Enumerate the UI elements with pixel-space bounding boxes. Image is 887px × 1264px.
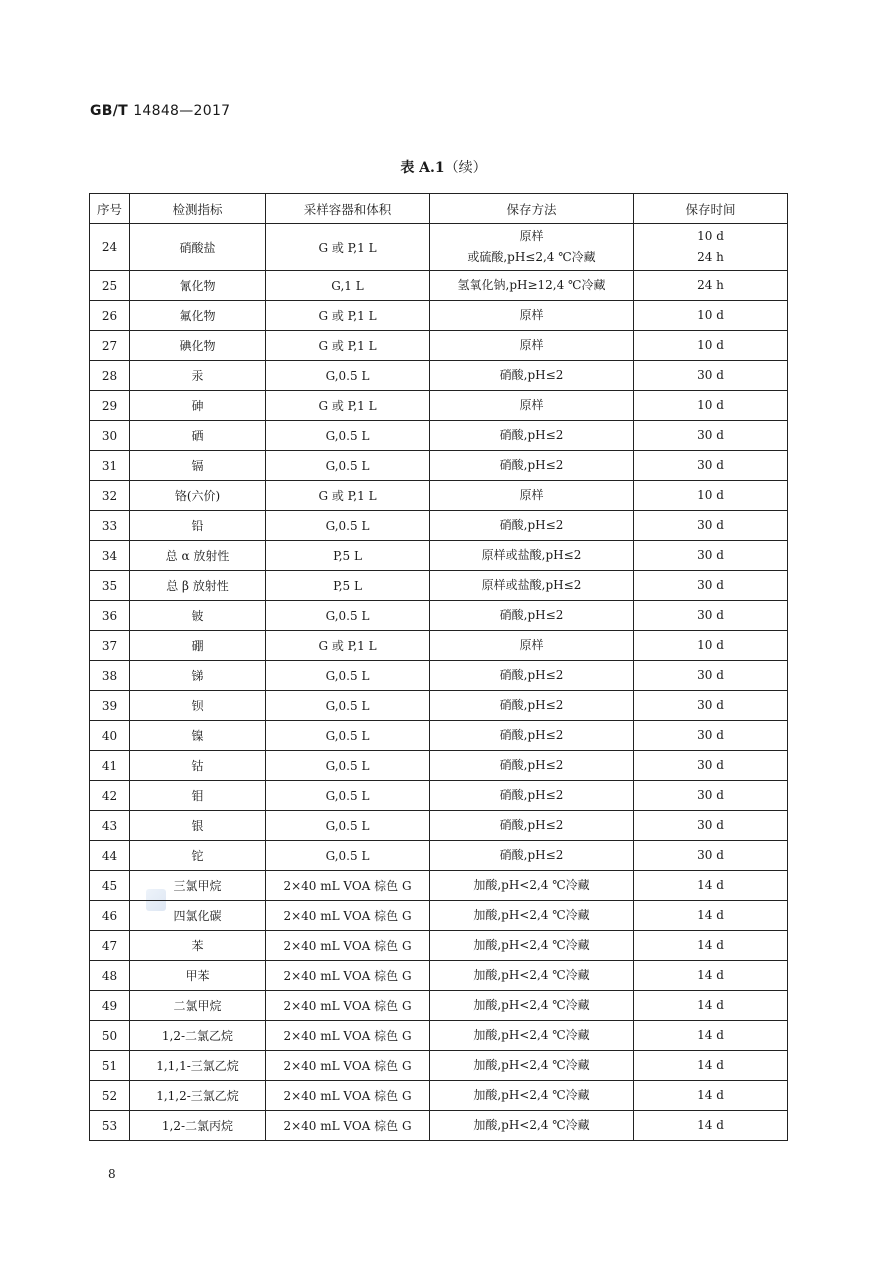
cell-time-line: 14 d — [697, 1058, 724, 1072]
table-row — [90, 1111, 788, 1141]
cell-container: G,0.5 L — [266, 511, 430, 541]
cell-preservation — [430, 661, 634, 691]
cell-no: 33 — [90, 511, 130, 541]
table-label: 表 A.1 — [400, 160, 445, 176]
cell-time — [634, 301, 788, 331]
table-row — [90, 361, 788, 391]
cell-preservation — [430, 331, 634, 361]
cell-preservation — [430, 1051, 634, 1081]
cell-time — [634, 271, 788, 301]
cell-no: 42 — [90, 781, 130, 811]
cell-preservation-line: 氢氧化钠,pH≥12,4 ℃冷藏 — [457, 278, 606, 292]
cell-time-line: 30 d — [697, 368, 724, 382]
table-row — [90, 721, 788, 751]
cell-time — [634, 961, 788, 991]
cell-time — [634, 751, 788, 781]
cell-time — [634, 661, 788, 691]
cell-indicator: 三氯甲烷 — [130, 871, 266, 901]
cell-preservation-line: 原样 — [519, 308, 544, 322]
cell-container: G,0.5 L — [266, 811, 430, 841]
cell-no: 46 — [90, 901, 130, 931]
cell-no: 35 — [90, 571, 130, 601]
cell-no: 38 — [90, 661, 130, 691]
table-row — [90, 331, 788, 361]
cell-preservation-line: 加酸,pH<2,4 ℃冷藏 — [473, 908, 590, 922]
cell-indicator: 铬(六价) — [130, 481, 266, 511]
cell-time — [634, 421, 788, 451]
cell-time — [634, 601, 788, 631]
cell-time — [634, 781, 788, 811]
page-number: 8 — [108, 1167, 116, 1181]
cell-preservation-line: 加酸,pH<2,4 ℃冷藏 — [473, 998, 590, 1012]
cell-time-line: 30 d — [697, 548, 724, 562]
cell-no: 41 — [90, 751, 130, 781]
table-row — [90, 481, 788, 511]
cell-time — [634, 931, 788, 961]
cell-preservation-line: 加酸,pH<2,4 ℃冷藏 — [473, 1088, 590, 1102]
cell-time-line: 30 d — [697, 428, 724, 442]
table-row — [90, 961, 788, 991]
sample-preservation-table — [89, 193, 788, 1141]
cell-no: 26 — [90, 301, 130, 331]
table-row — [90, 301, 788, 331]
cell-preservation — [430, 1111, 634, 1141]
cell-no: 32 — [90, 481, 130, 511]
cell-time — [634, 721, 788, 751]
cell-preservation-line: 加酸,pH<2,4 ℃冷藏 — [473, 968, 590, 982]
cell-container: G 或 P,1 L — [266, 631, 430, 661]
cell-container: G,0.5 L — [266, 841, 430, 871]
cell-no: 27 — [90, 331, 130, 361]
cell-preservation-line: 硝酸,pH≤2 — [499, 848, 564, 862]
cell-time-line: 30 d — [697, 818, 724, 832]
cell-time — [634, 541, 788, 571]
cell-time — [634, 1111, 788, 1141]
cell-no: 47 — [90, 931, 130, 961]
cell-no: 36 — [90, 601, 130, 631]
cell-container: G,0.5 L — [266, 661, 430, 691]
cell-no: 40 — [90, 721, 130, 751]
table-row — [90, 571, 788, 601]
cell-container: G,0.5 L — [266, 421, 430, 451]
cell-preservation — [430, 481, 634, 511]
cell-preservation — [430, 841, 634, 871]
cell-indicator: 硒 — [130, 421, 266, 451]
table-row — [90, 781, 788, 811]
cell-preservation-line: 原样或盐酸,pH≤2 — [481, 548, 582, 562]
cell-container: G,0.5 L — [266, 691, 430, 721]
cell-indicator: 总 β 放射性 — [130, 571, 266, 601]
cell-no: 28 — [90, 361, 130, 391]
standard-number: 14848—2017 — [133, 103, 231, 119]
cell-preservation — [430, 811, 634, 841]
cell-time-line: 10 d — [697, 308, 724, 322]
cell-preservation-line: 加酸,pH<2,4 ℃冷藏 — [473, 938, 590, 952]
column-header-time: 保存时间 — [634, 194, 788, 224]
cell-container: 2×40 mL VOA 棕色 G — [266, 991, 430, 1021]
cell-container: G 或 P,1 L — [266, 301, 430, 331]
cell-preservation-line: 原样 — [519, 638, 544, 652]
cell-preservation-line: 硝酸,pH≤2 — [499, 458, 564, 472]
cell-preservation-line: 硝酸,pH≤2 — [499, 818, 564, 832]
cell-indicator: 碘化物 — [130, 331, 266, 361]
cell-preservation — [430, 511, 634, 541]
table-row — [90, 751, 788, 781]
cell-no: 51 — [90, 1051, 130, 1081]
cell-time-line: 30 d — [697, 668, 724, 682]
cell-preservation — [430, 224, 634, 271]
cell-preservation — [430, 361, 634, 391]
cell-indicator: 铍 — [130, 601, 266, 631]
table-row — [90, 391, 788, 421]
table-row — [90, 451, 788, 481]
cell-no: 30 — [90, 421, 130, 451]
cell-preservation — [430, 541, 634, 571]
table-row — [90, 901, 788, 931]
cell-preservation — [430, 991, 634, 1021]
cell-time — [634, 451, 788, 481]
cell-indicator: 1,2-二氯丙烷 — [130, 1111, 266, 1141]
table-body — [90, 224, 788, 1141]
cell-indicator: 四氯化碳 — [130, 901, 266, 931]
cell-indicator: 钴 — [130, 751, 266, 781]
cell-preservation — [430, 571, 634, 601]
table-row — [90, 601, 788, 631]
table-row — [90, 811, 788, 841]
cell-indicator: 镉 — [130, 451, 266, 481]
cell-time-line: 30 d — [697, 608, 724, 622]
cell-no: 49 — [90, 991, 130, 1021]
cell-time-line: 10 d — [697, 229, 724, 243]
cell-time-line: 10 d — [697, 398, 724, 412]
cell-time-line: 14 d — [697, 878, 724, 892]
cell-container: 2×40 mL VOA 棕色 G — [266, 871, 430, 901]
cell-container: 2×40 mL VOA 棕色 G — [266, 931, 430, 961]
cell-time-line: 10 d — [697, 338, 724, 352]
cell-container: 2×40 mL VOA 棕色 G — [266, 1111, 430, 1141]
cell-container: G 或 P,1 L — [266, 391, 430, 421]
table-header-row — [90, 194, 788, 224]
cell-time — [634, 1021, 788, 1051]
cell-indicator: 银 — [130, 811, 266, 841]
standard-prefix: GB/T — [90, 103, 129, 119]
cell-indicator: 氟化物 — [130, 301, 266, 331]
cell-preservation-line: 原样 — [519, 338, 544, 352]
cell-preservation-line: 或硫酸,pH≤2,4 ℃冷藏 — [467, 250, 596, 264]
cell-container: G 或 P,1 L — [266, 481, 430, 511]
cell-preservation-line: 原样 — [519, 398, 544, 412]
table-row — [90, 1021, 788, 1051]
table-row — [90, 631, 788, 661]
cell-time-line: 30 d — [697, 458, 724, 472]
cell-time — [634, 1081, 788, 1111]
cell-preservation-line: 原样 — [519, 229, 544, 243]
cell-container: 2×40 mL VOA 棕色 G — [266, 1021, 430, 1051]
cell-preservation-line: 硝酸,pH≤2 — [499, 698, 564, 712]
cell-no: 45 — [90, 871, 130, 901]
cell-time — [634, 361, 788, 391]
cell-indicator: 镍 — [130, 721, 266, 751]
cell-no: 50 — [90, 1021, 130, 1051]
cell-container: G 或 P,1 L — [266, 331, 430, 361]
cell-time-line: 30 d — [697, 788, 724, 802]
cell-no: 25 — [90, 271, 130, 301]
table-row — [90, 931, 788, 961]
cell-indicator: 1,2-二氯乙烷 — [130, 1021, 266, 1051]
table-row — [90, 871, 788, 901]
cell-preservation — [430, 271, 634, 301]
cell-indicator: 氰化物 — [130, 271, 266, 301]
cell-time-line: 30 d — [697, 698, 724, 712]
cell-preservation — [430, 931, 634, 961]
cell-container: G,0.5 L — [266, 361, 430, 391]
cell-preservation — [430, 391, 634, 421]
cell-time-line: 24 h — [697, 278, 724, 292]
cell-indicator: 钡 — [130, 691, 266, 721]
cell-time — [634, 841, 788, 871]
cell-indicator: 1,1,2-三氯乙烷 — [130, 1081, 266, 1111]
table-row — [90, 1081, 788, 1111]
column-header-no: 序号 — [90, 194, 130, 224]
cell-time-line: 24 h — [697, 250, 724, 264]
cell-preservation — [430, 781, 634, 811]
cell-preservation-line: 加酸,pH<2,4 ℃冷藏 — [473, 1058, 590, 1072]
cell-no: 48 — [90, 961, 130, 991]
cell-time — [634, 391, 788, 421]
cell-time — [634, 871, 788, 901]
cell-container: 2×40 mL VOA 棕色 G — [266, 961, 430, 991]
cell-container: 2×40 mL VOA 棕色 G — [266, 901, 430, 931]
cell-container: 2×40 mL VOA 棕色 G — [266, 1081, 430, 1111]
cell-preservation-line: 硝酸,pH≤2 — [499, 788, 564, 802]
cell-time — [634, 901, 788, 931]
cell-time-line: 30 d — [697, 578, 724, 592]
column-header-preservation: 保存方法 — [430, 194, 634, 224]
cell-preservation-line: 原样 — [519, 488, 544, 502]
cell-time-line: 14 d — [697, 908, 724, 922]
cell-time-line: 14 d — [697, 998, 724, 1012]
cell-preservation-line: 加酸,pH<2,4 ℃冷藏 — [473, 878, 590, 892]
cell-no: 24 — [90, 224, 130, 271]
cell-preservation-line: 硝酸,pH≤2 — [499, 668, 564, 682]
cell-preservation-line: 硝酸,pH≤2 — [499, 728, 564, 742]
cell-no: 29 — [90, 391, 130, 421]
cell-preservation — [430, 631, 634, 661]
cell-time-line: 14 d — [697, 1088, 724, 1102]
cell-time — [634, 991, 788, 1021]
cell-preservation — [430, 421, 634, 451]
cell-indicator: 硝酸盐 — [130, 224, 266, 271]
table-row — [90, 691, 788, 721]
table-row — [90, 421, 788, 451]
cell-time-line: 14 d — [697, 968, 724, 982]
cell-indicator: 1,1,1-三氯乙烷 — [130, 1051, 266, 1081]
cell-indicator: 苯 — [130, 931, 266, 961]
cell-time — [634, 631, 788, 661]
cell-no: 44 — [90, 841, 130, 871]
column-header-container: 采样容器和体积 — [266, 194, 430, 224]
cell-time-line: 14 d — [697, 1028, 724, 1042]
cell-indicator: 铊 — [130, 841, 266, 871]
cell-indicator: 甲苯 — [130, 961, 266, 991]
cell-indicator: 硼 — [130, 631, 266, 661]
table-title — [0, 157, 887, 177]
cell-container: G 或 P,1 L — [266, 224, 430, 271]
cell-time — [634, 331, 788, 361]
cell-preservation-line: 硝酸,pH≤2 — [499, 758, 564, 772]
cell-no: 52 — [90, 1081, 130, 1111]
table-continued: （续） — [444, 160, 487, 176]
cell-no: 43 — [90, 811, 130, 841]
cell-time — [634, 571, 788, 601]
cell-preservation-line: 硝酸,pH≤2 — [499, 368, 564, 382]
cell-time — [634, 224, 788, 271]
cell-time-line: 30 d — [697, 518, 724, 532]
cell-no: 31 — [90, 451, 130, 481]
cell-preservation-line: 加酸,pH<2,4 ℃冷藏 — [473, 1028, 590, 1042]
cell-preservation — [430, 691, 634, 721]
cell-container: G,0.5 L — [266, 751, 430, 781]
cell-preservation — [430, 1021, 634, 1051]
cell-container: G,0.5 L — [266, 781, 430, 811]
cell-no: 39 — [90, 691, 130, 721]
table-row — [90, 271, 788, 301]
cell-time — [634, 1051, 788, 1081]
cell-preservation — [430, 901, 634, 931]
cell-time-line: 30 d — [697, 848, 724, 862]
table-row — [90, 511, 788, 541]
cell-container: G,0.5 L — [266, 601, 430, 631]
standard-code — [90, 103, 230, 119]
cell-preservation — [430, 721, 634, 751]
cell-indicator: 总 α 放射性 — [130, 541, 266, 571]
cell-indicator: 钼 — [130, 781, 266, 811]
cell-time — [634, 811, 788, 841]
cell-container: 2×40 mL VOA 棕色 G — [266, 1051, 430, 1081]
cell-indicator: 汞 — [130, 361, 266, 391]
cell-preservation — [430, 1081, 634, 1111]
cell-indicator: 锑 — [130, 661, 266, 691]
cell-preservation-line: 硝酸,pH≤2 — [499, 518, 564, 532]
cell-no: 53 — [90, 1111, 130, 1141]
cell-container: G,0.5 L — [266, 721, 430, 751]
table-row — [90, 991, 788, 1021]
cell-preservation — [430, 451, 634, 481]
cell-preservation — [430, 601, 634, 631]
cell-container: G,1 L — [266, 271, 430, 301]
cell-preservation — [430, 301, 634, 331]
cell-time-line: 30 d — [697, 758, 724, 772]
cell-container: P,5 L — [266, 541, 430, 571]
table-row — [90, 1051, 788, 1081]
cell-preservation — [430, 961, 634, 991]
cell-time-line: 14 d — [697, 1118, 724, 1132]
cell-preservation-line: 原样或盐酸,pH≤2 — [481, 578, 582, 592]
cell-container: P,5 L — [266, 571, 430, 601]
table-row — [90, 224, 788, 271]
cell-preservation-line: 硝酸,pH≤2 — [499, 428, 564, 442]
cell-preservation-line: 加酸,pH<2,4 ℃冷藏 — [473, 1118, 590, 1132]
cell-no: 37 — [90, 631, 130, 661]
cell-preservation — [430, 871, 634, 901]
cell-time-line: 10 d — [697, 638, 724, 652]
cell-time — [634, 481, 788, 511]
column-header-indicator: 检测指标 — [130, 194, 266, 224]
cell-preservation — [430, 751, 634, 781]
cell-container: G,0.5 L — [266, 451, 430, 481]
cell-time-line: 14 d — [697, 938, 724, 952]
cell-time-line: 30 d — [697, 728, 724, 742]
cell-preservation-line: 硝酸,pH≤2 — [499, 608, 564, 622]
cell-time-line: 10 d — [697, 488, 724, 502]
table-row — [90, 661, 788, 691]
cell-indicator: 二氯甲烷 — [130, 991, 266, 1021]
table-row — [90, 841, 788, 871]
cell-indicator: 砷 — [130, 391, 266, 421]
cell-time — [634, 691, 788, 721]
cell-indicator: 铅 — [130, 511, 266, 541]
table-row — [90, 541, 788, 571]
cell-time — [634, 511, 788, 541]
cell-no: 34 — [90, 541, 130, 571]
